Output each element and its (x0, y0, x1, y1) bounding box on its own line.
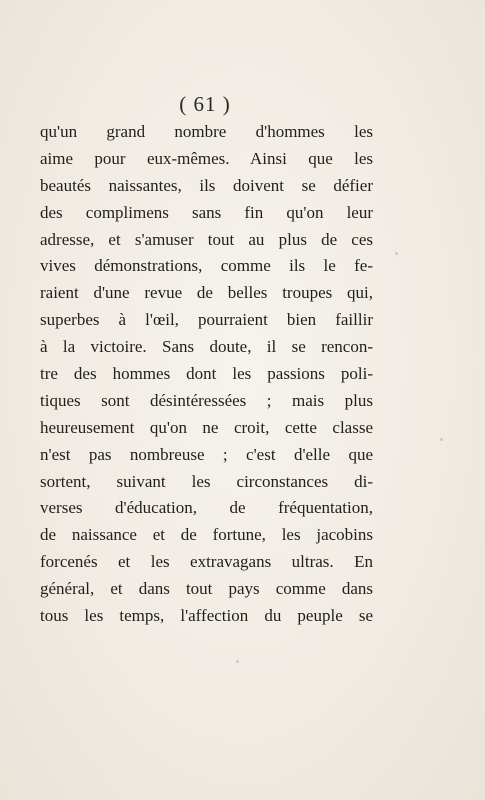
text-line: verses d'éducation, de fréquentation, (40, 498, 373, 518)
text-line: adresse, et s'amuser tout au plus de ces (40, 229, 373, 249)
text-line: général, et dans tout pays comme dans (40, 579, 373, 599)
text-line: superbes à l'œil, pourraient bien faillir (40, 310, 373, 330)
text-line: vives démonstrations, comme ils le fe- (40, 256, 373, 276)
page-number: ( 61 ) (179, 92, 231, 116)
paper-speck (236, 660, 239, 663)
text-line: heureusement qu'on ne croit, cette classe (40, 417, 373, 437)
text-line: à la victoire. Sans doute, il se rencon- (40, 337, 373, 357)
text-line: tiques sont désintéressées ; mais plus (40, 390, 373, 410)
text-line: tre des hommes dont les passions poli- (40, 364, 373, 384)
text-line: n'est pas nombreuse ; c'est d'elle que (40, 444, 373, 464)
text-line: forcenés et les extravagans ultras. En (40, 552, 373, 572)
paper-speck (395, 252, 398, 255)
text-line: tous les temps, l'affection du peuple se (40, 606, 373, 626)
text-line: sortent, suivant les circonstances di- (40, 471, 373, 491)
text-line: qu'un grand nombre d'hommes les (40, 122, 373, 141)
body-text (40, 119, 373, 630)
text-line: aime pour eux-mêmes. Ainsi que les (40, 148, 373, 168)
text-line: beautés naissantes, ils doivent se défier (40, 175, 373, 195)
text-line: des complimens sans fin qu'on leur (40, 202, 373, 222)
text-line: raient d'une revue de belles troupes qui, (40, 283, 373, 303)
paper-speck (440, 438, 443, 441)
text-line: de naissance et de fortune, les jacobins (40, 525, 373, 545)
